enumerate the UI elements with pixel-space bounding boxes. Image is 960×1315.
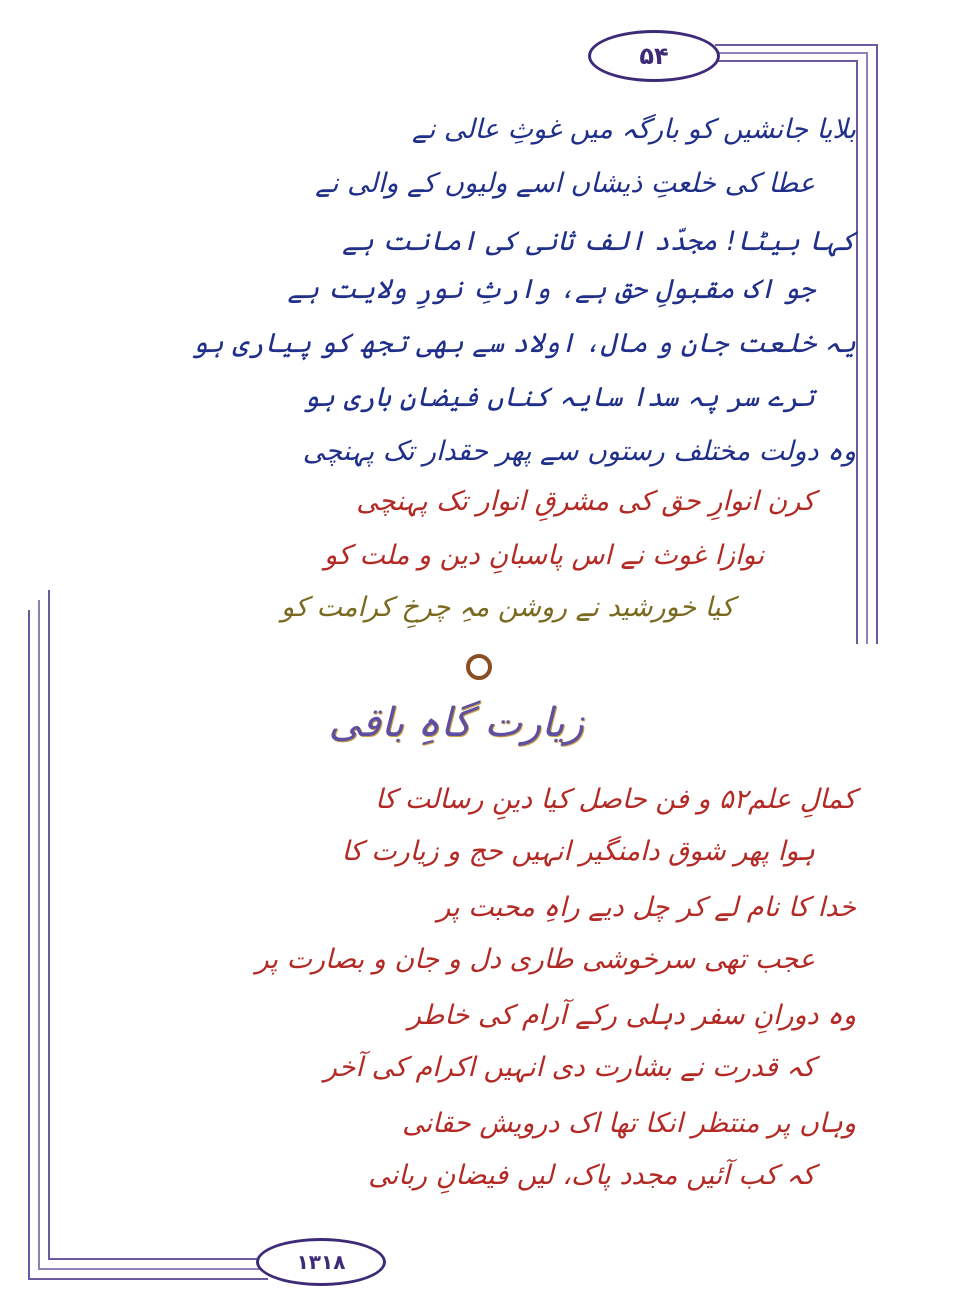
verse-line: وہاں پر منتظر انکا تھا اک درویش حقانی: [402, 1108, 856, 1139]
frame-bottom-line-1: [28, 1278, 268, 1280]
frame-right-line-1: [876, 44, 878, 644]
bottom-page-number: ۱۳۱۸: [256, 1238, 386, 1286]
frame-top-line-2: [715, 52, 867, 54]
frame-left-line-1: [28, 610, 30, 1280]
verse-line: کرن انوارِ حق کی مشرقِ انوار تک پہنچی: [356, 486, 815, 517]
frame-right-line-2: [866, 52, 868, 644]
verse-line: بلایا جانشیں کو بارگہ میں غوثِ عالی نے: [412, 114, 856, 145]
verse-line: ترے سر پہ سدا سایہ کناں فیضانِ باری ہو: [303, 382, 815, 413]
verse-line: وہ دولت مختلف رستوں سے پھر حقدار تک پہنچی: [302, 436, 856, 467]
verse-line: عجب تھی سرخوشی طاری دل و جان و بصارت پر: [255, 944, 815, 975]
verse-line: جو اک مقبولِ حق ہے، وارثِ نورِ ولایت ہے: [287, 274, 815, 305]
verse-line: کہ قدرت نے بشارت دی انہیں اکرام کی آخر: [323, 1052, 815, 1083]
verse-line: کیا خورشید نے روشن مہِ چرخِ کرامت کو: [281, 592, 734, 623]
frame-bottom-line-2: [38, 1268, 268, 1270]
frame-bottom-line-3: [48, 1258, 268, 1260]
verse-line: کہ کب آئیں مجدد پاک، لیں فیضانِ ربانی: [368, 1160, 815, 1191]
verse-line: نوازا غوث نے اس پاسبانِ دین و ملت کو: [324, 540, 764, 571]
frame-top-line-3: [715, 60, 857, 62]
frame-right-line-3: [856, 60, 858, 644]
verse-line: یہ خلعت جان و مال، اولاد سے بھی تجھ کو پیاری ہو: [192, 328, 856, 359]
frame-left-line-3: [48, 590, 50, 1260]
verse-line: ہوا پھر شوق دامنگیر انہیں حج و زیارت کا: [341, 836, 815, 867]
top-page-number: ۵۴: [588, 30, 720, 82]
frame-left-line-2: [38, 600, 40, 1270]
section-divider-ornament: [466, 654, 492, 680]
verse-line: کہا بیٹا! مجدّد الف ثانی کی امانت ہے: [342, 226, 856, 257]
verse-line: کمالِ علم۵۲ و فن حاصل کیا دینِ رسالت کا: [375, 784, 856, 815]
verse-line: خدا کا نام لے کر چل دیے راہِ محبت پر: [437, 892, 856, 923]
section-heading: زیارت گاہِ باقی: [328, 700, 584, 746]
verse-line: عطا کی خلعتِ ذیشاں اسے ولیوں کے والی نے: [315, 168, 815, 199]
verse-line: وہ دورانِ سفر دہلی رکے آرام کی خاطر: [408, 1000, 856, 1031]
frame-top-line-1: [715, 44, 877, 46]
